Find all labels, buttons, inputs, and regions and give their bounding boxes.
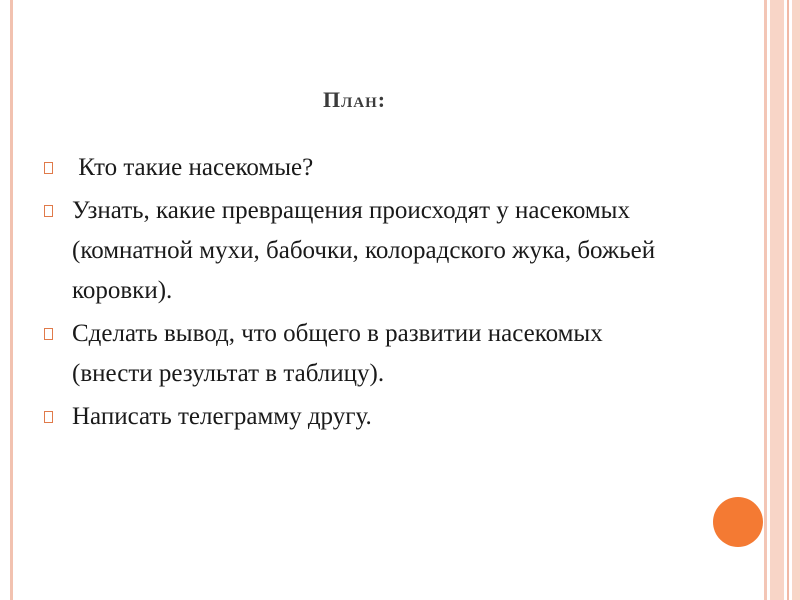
bullet-list xyxy=(44,148,664,440)
right-stripe xyxy=(787,0,789,600)
slide-title: План: xyxy=(323,87,387,112)
list-item xyxy=(44,397,664,437)
bullet-icon xyxy=(44,162,53,174)
bullet-icon xyxy=(44,328,53,340)
bullet-text: Сделать вывод, что общего в развитии насекомых (внести результат в таблицу). xyxy=(72,320,603,387)
left-border xyxy=(10,0,13,600)
list-item xyxy=(44,191,664,311)
list-item xyxy=(44,314,664,394)
right-stripe xyxy=(792,0,800,600)
right-stripe xyxy=(764,0,767,600)
bullet-icon xyxy=(44,411,53,423)
decorative-circle xyxy=(713,497,763,547)
right-stripe xyxy=(770,0,784,600)
bullet-text: Кто такие насекомые? xyxy=(72,154,314,181)
bullet-text: Написать телеграмму другу. xyxy=(72,403,372,430)
bullet-icon xyxy=(44,205,53,217)
bullet-text: Узнать, какие превращения происходят у насекомых (комнатной мухи, бабочки, колорадского жука, божьей коровки). xyxy=(72,197,656,304)
list-item xyxy=(44,148,664,188)
